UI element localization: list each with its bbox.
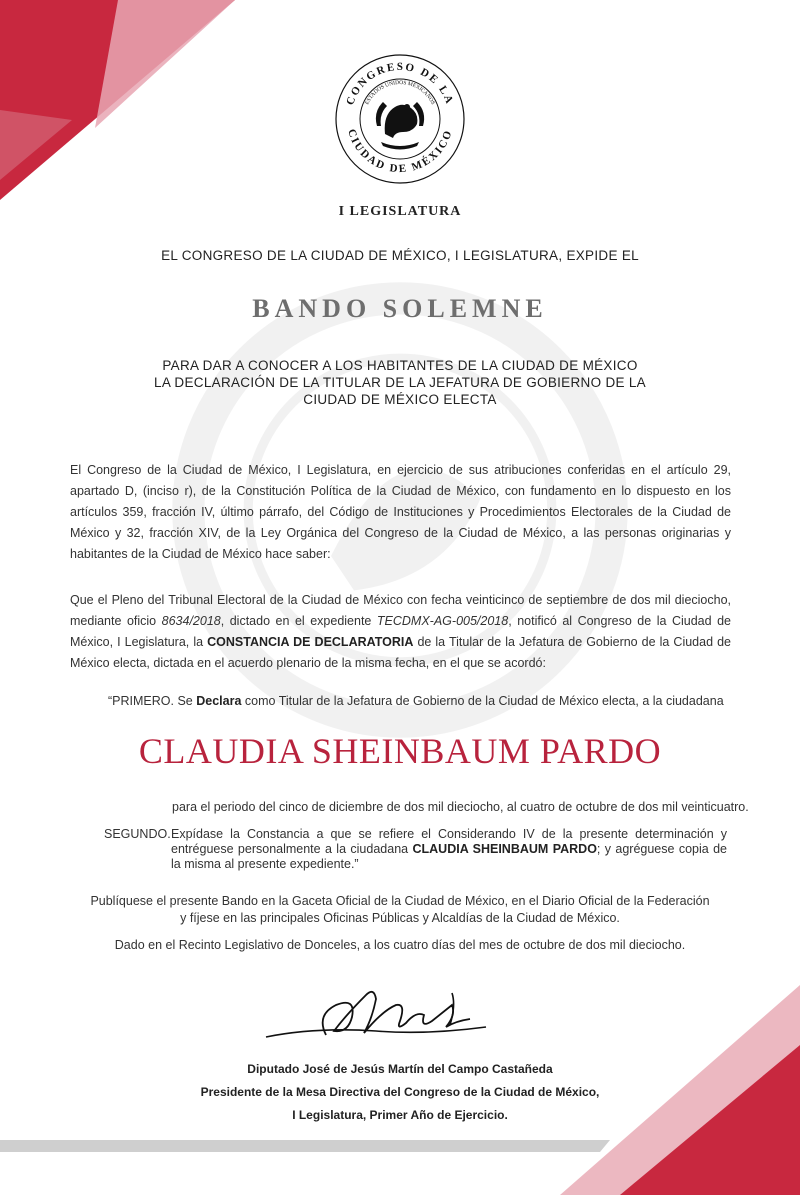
primero-text: como Titular de la Jefatura de Gobierno de la Ciudad de México electa, a la ciudadana <box>241 694 724 708</box>
seal-text-inner: ESTADOS UNIDOS MEXICANOS <box>364 79 436 106</box>
dado-text: Dado en el Recinto Legislativo de Donceles, a los cuatro días del mes de octubre de dos mil dieciocho. <box>114 938 686 952</box>
segundo-name: CLAUDIA SHEINBAUM PARDO <box>412 842 597 856</box>
paragraph-text: , notificó al Congreso de la Ciudad de México, I Legislatura, la <box>70 614 731 649</box>
segundo-text: Expídase la Constancia a que se refiere el Considerando IV de la presente determinación y entréguese personalmente a la ciudadana <box>171 827 727 856</box>
signature-icon <box>256 975 496 1055</box>
subtitle-line: PARA DAR A CONOCER A LOS HABITANTES DE LA CIUDAD DE MÉXICO <box>162 358 638 373</box>
paragraph-text: Que el Pleno del Tribunal Electoral de la Ciudad de México con fecha veinticinco de septiembre de dos mil dieciocho, mediante oficio <box>70 593 731 628</box>
expediente-number: TECDMX-AG-005/2018 <box>376 614 509 628</box>
congress-seal-icon <box>333 52 467 186</box>
seal-text-bottom: CIUDAD DE MÉXICO <box>345 127 455 176</box>
paragraph-tribunal <box>70 590 731 674</box>
periodo-text: para el periodo del cinco de diciembre de dos mil dieciocho, al cuatro de octubre de dos mil veinticuatro. <box>172 800 749 814</box>
subtitle-line: LA DECLARACIÓN DE LA TITULAR DE LA JEFATURA DE GOBIERNO DE LA <box>154 375 646 390</box>
bottom-gray-bar <box>0 1140 610 1152</box>
segundo-text: ; y agréguese copia de la misma al presente expediente.” <box>171 842 727 871</box>
resolutivo-primero <box>108 694 724 708</box>
signatory-block <box>0 1058 800 1127</box>
primero-text: “PRIMERO. Se <box>108 694 197 708</box>
signatory-title: Presidente de la Mesa Directiva del Congreso de la Ciudad de México, <box>200 1085 600 1099</box>
top-left-pink-band <box>95 0 235 128</box>
signatory-name: Diputado José de Jesús Martín del Campo Castañeda <box>247 1062 553 1076</box>
elected-name: CLAUDIA SHEINBAUM PARDO <box>138 731 662 771</box>
segundo-label: SEGUNDO. <box>104 827 171 841</box>
oficio-number: 8634/2018 <box>161 614 221 628</box>
publiquese-line: Publíquese el presente Bando en la Gaceta Oficial de la Ciudad de México, en el Diario Oficial de la Federación <box>90 894 710 908</box>
publiquese-line: y fíjese en las principales Oficinas Públicas y Alcaldías de la Ciudad de México. <box>180 911 620 925</box>
paragraph-text: , dictado en el expediente <box>220 614 377 628</box>
constancia-label: CONSTANCIA DE DECLARATORIA <box>207 635 414 649</box>
subtitle-line: CIUDAD DE MÉXICO ELECTA <box>303 392 497 407</box>
resolutivo-segundo <box>171 827 727 872</box>
declara-word: Declara <box>196 694 242 708</box>
subtitle <box>0 357 800 408</box>
paragraph-hace-saber: El Congreso de la Ciudad de México, I Legislatura, en ejercicio de sus atribuciones conferidas en el artículo 29, apartado D, (inciso r), de la Constitución Política de la Ciudad de México, con fundamento en lo dispuesto en los artículos 359, fracción IV, último párrafo, del Código de Instituciones y Procedimientos Electorales de la Ciudad de México y 32, fracción XIV, de la Ley Orgánica del Congreso de la Ciudad de México, a las personas originarias y habitantes de la Ciudad de México hace saber: <box>70 463 731 561</box>
document-title: BANDO SOLEMNE <box>252 294 548 323</box>
intro-line: EL CONGRESO DE LA CIUDAD DE MÉXICO, I LEGISLATURA, EXPIDE EL <box>161 248 639 263</box>
legislatura-label: I LEGISLATURA <box>338 204 462 219</box>
eagle-seal-icon <box>376 102 424 150</box>
publiquese-text <box>0 893 800 927</box>
paragraph-text: de la Titular de la Jefatura de Gobierno de la Ciudad de México electa, dictada en el acuerdo plenario de la misma fecha, en el que se acordó: <box>70 635 732 670</box>
seal-text-top: CONGRESO DE LA <box>344 60 456 107</box>
signatory-legislatura: I Legislatura, Primer Año de Ejercicio. <box>292 1108 508 1122</box>
